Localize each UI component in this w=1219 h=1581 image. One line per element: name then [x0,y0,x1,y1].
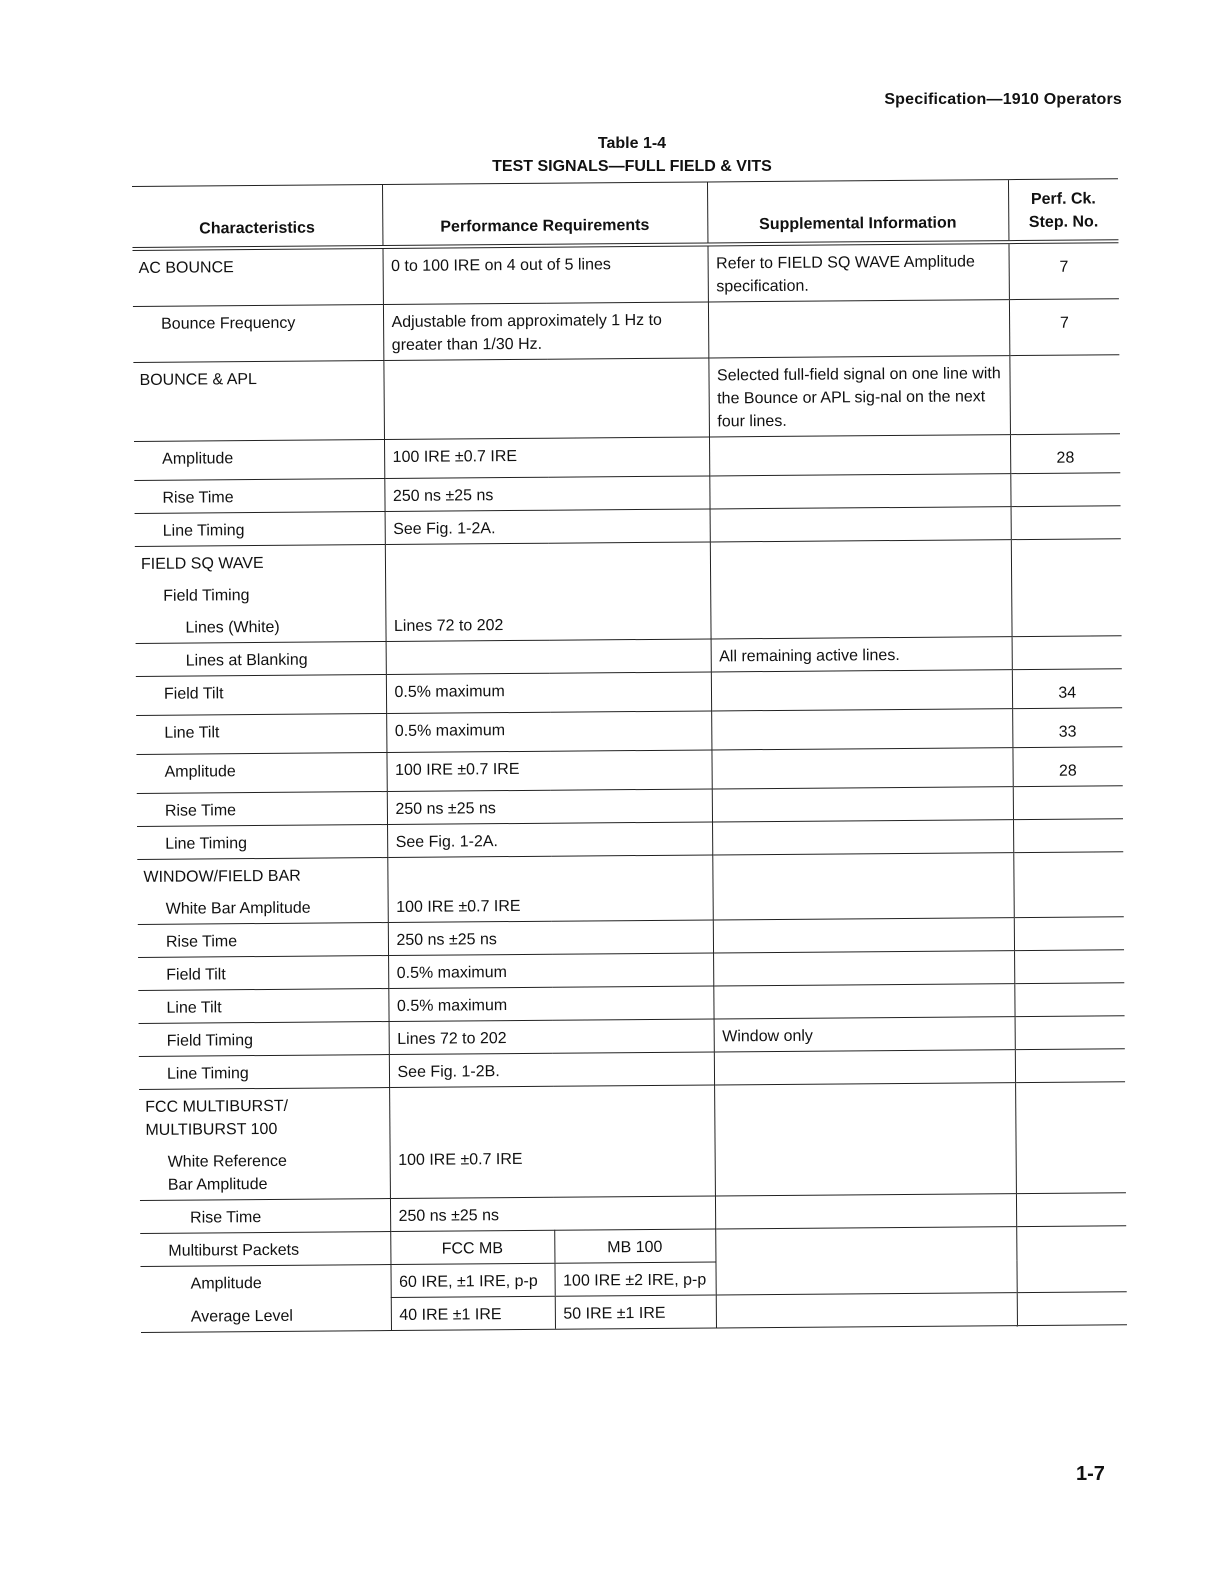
row-supplemental [715,1194,1016,1229]
row-performance: 0.5% maximum [386,672,711,714]
row-performance: 100 IRE ±0.7 IRE [386,750,711,792]
row-characteristic: Field Timing [139,1022,389,1057]
sub-characteristic: White Reference [167,1152,287,1171]
row-performance: 0.5% maximum [388,953,713,989]
group-title: WINDOW/FIELD BAR [143,867,301,886]
row-step [1015,1049,1125,1083]
row-step [1015,1082,1126,1194]
row-performance: 0.5% maximum [388,986,713,1022]
row-performance: 250 ns ±25 ns [384,476,709,512]
row-characteristic: Average Level [141,1298,391,1333]
row-supplemental [712,787,1013,822]
row-performance [383,358,709,440]
sub-characteristic: Field Timing [163,587,250,605]
subcol-mb-100: MB 100 [554,1229,715,1263]
row-step [1010,473,1120,507]
table-row [139,1082,1126,1201]
row-performance: 250 ns ±25 ns [390,1196,715,1232]
row-supplemental [712,853,1014,920]
group-title: FIELD SQ WAVE [140,554,264,573]
subcol-fcc-mb: FCC MB [390,1230,554,1264]
table-header-row [132,179,1118,249]
row-characteristic [137,858,388,925]
row-performance: 100 IRE ±0.7 IRE [387,855,713,923]
row-performance: Lines 72 to 202 [385,542,711,642]
col-characteristics: Characteristics [132,185,382,249]
row-step: 34 [1012,669,1122,709]
row-characteristic: Lines at Blanking [136,642,386,677]
row-supplemental [710,507,1011,542]
cell-mb-100: 50 IRE ±1 IRE [555,1295,716,1329]
row-characteristic: BOUNCE & APL [133,361,384,442]
row-performance [386,639,711,675]
row-step [1014,950,1124,984]
row-supplemental [711,670,1012,711]
row-characteristic [139,1088,390,1201]
row-supplemental: Window only [714,1017,1015,1052]
row-performance: See Fig. 1-2B. [389,1052,714,1088]
row-performance: 0 to 100 IRE on 4 out of 5 lines [382,244,707,304]
row-characteristic: Rise Time [137,792,387,827]
col-perf-ck: Perf. Ck. Step. No. [1008,179,1118,242]
col-performance: Performance Requirements [382,182,707,247]
table-row [140,1226,1126,1267]
row-performance: Adjustable from approximately 1 Hz to greater than 1/30 Hz. [383,302,708,361]
row-performance: 100 IRE ±0.7 IRE [389,1085,715,1199]
row-supplemental [708,300,1009,358]
row-step [1014,917,1124,951]
row-supplemental [709,474,1010,509]
row-supplemental [714,1083,1016,1196]
table-row [141,1292,1127,1333]
row-supplemental [710,540,1012,639]
cell-fcc-mb: 40 IRE ±1 IRE [391,1296,555,1330]
row-step [1011,506,1121,540]
row-performance: 250 ns ±25 ns [388,920,713,956]
row-performance: See Fig. 1-2A. [387,822,712,858]
row-supplemental [713,984,1014,1019]
row-characteristic: Field Tilt [138,956,388,991]
row-step [1015,1016,1125,1050]
table-row [133,355,1120,442]
row-characteristic: Rise Time [140,1199,390,1234]
row-step [1013,852,1124,918]
row-characteristic: Line Tilt [136,714,386,755]
sub-characteristic: White Bar Amplitude [165,899,311,918]
col-supplemental: Supplemental Information [707,180,1008,245]
row-step [1014,983,1124,1017]
row-performance: See Fig. 1-2A. [385,509,710,545]
row-step: 7 [1009,299,1119,356]
row-supplemental [713,918,1014,953]
group-title: FCC MULTIBURST/ [145,1097,289,1116]
page-number: 1-7 [1076,1463,1105,1485]
table-title: TEST SIGNALS—FULL FIELD & VITS [492,158,772,175]
row-characteristic [135,545,386,644]
row-supplemental [711,748,1012,789]
row-supplemental [709,435,1010,476]
cell-fcc-mb: 60 IRE, ±1 IRE, p-p [390,1263,554,1297]
spec-table [132,178,1127,1333]
sub-characteristic: Lines (White) [185,618,280,637]
group-title: MULTIBURST 100 [145,1120,278,1139]
row-supplemental [715,1227,1017,1295]
row-step: 28 [1012,747,1122,787]
row-step [1012,636,1122,670]
row-supplemental: Selected full-field signal on one line with the Bounce or APL sig-nal on the next four lines. [708,356,1010,437]
row-step [1016,1193,1126,1227]
row-supplemental: All remaining active lines. [711,637,1012,672]
table-row [135,539,1122,644]
table-caption [0,132,1219,178]
row-step: 33 [1012,708,1122,748]
row-characteristic: Amplitude [190,1275,262,1293]
row-step [1017,1292,1127,1326]
table-row [133,299,1119,363]
row-performance: 100 IRE ±0.7 IRE [384,437,709,479]
row-supplemental [716,1293,1017,1328]
row-step: 7 [1008,241,1118,299]
row-characteristic: Line Timing [135,512,385,547]
row-characteristic: Rise Time [134,479,384,514]
row-performance: Lines 72 to 202 [389,1019,714,1055]
row-supplemental: Refer to FIELD SQ WAVE Amplitude specification. [707,242,1008,302]
row-supplemental [712,820,1013,855]
row-supplemental [714,1050,1015,1085]
cell-mb-100: 100 IRE ±2 IRE, p-p [554,1262,715,1296]
row-step [1013,786,1123,820]
row-performance: 0.5% maximum [386,711,711,753]
row-characteristic: Amplitude [134,440,384,481]
row-step: 28 [1010,434,1120,474]
running-head: Specification—1910 Operators [884,91,1122,108]
table-number: Table 1-4 [597,135,667,152]
row-supplemental [711,709,1012,750]
row-characteristic: Line Timing [139,1055,389,1090]
row-step [1016,1226,1127,1293]
row-characteristic: Rise Time [138,923,388,958]
row-characteristic: Amplitude [136,753,386,794]
row-step [1011,539,1122,637]
table-row [132,241,1118,306]
row-characteristic: AC BOUNCE [132,247,382,306]
row-characteristic: Line Timing [137,825,387,860]
row-characteristic: Field Tilt [136,675,386,716]
row-step [1013,819,1123,853]
row-characteristic: Bounce Frequency [133,305,383,363]
table-row [137,852,1123,925]
row-step [1009,355,1120,435]
row-supplemental [713,951,1014,986]
row-characteristic: Multiburst Packets [140,1232,390,1267]
row-characteristic: Line Tilt [138,989,388,1024]
row-performance: 250 ns ±25 ns [387,789,712,825]
sub-characteristic: Bar Amplitude [167,1175,268,1194]
